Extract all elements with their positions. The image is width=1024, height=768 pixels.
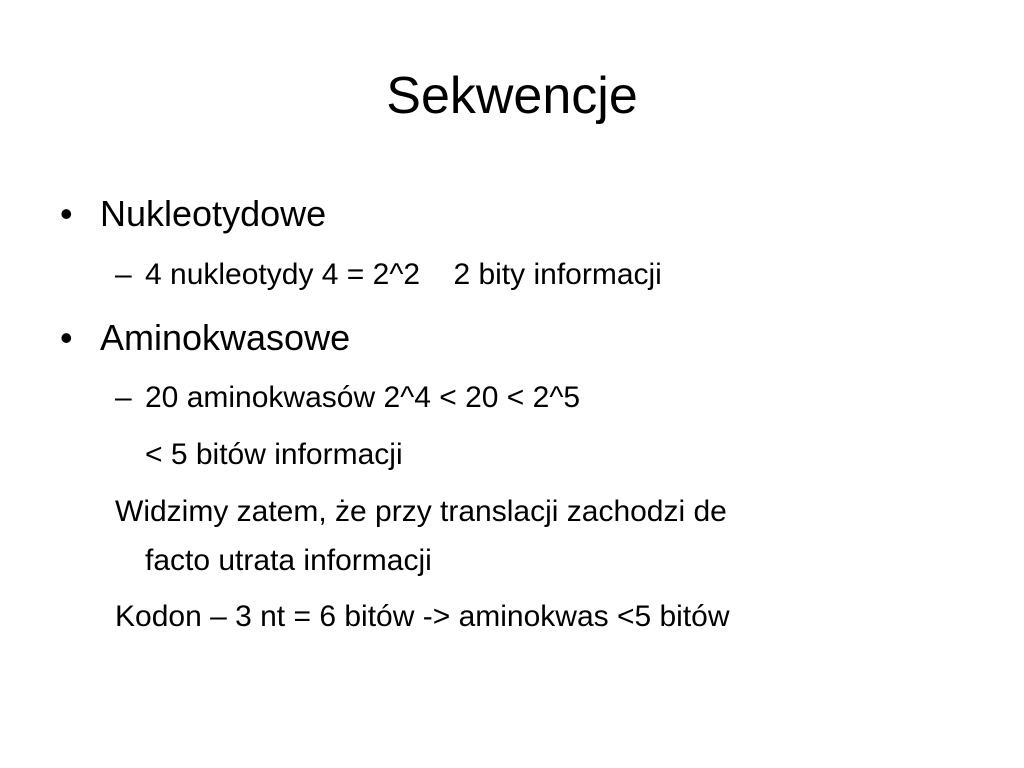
dash-icon: – xyxy=(115,258,132,291)
slide-title: Sekwencje xyxy=(386,67,638,125)
sub-item-aminokwasy: 20 aminokwasów 2^4 < 20 < 2^5 xyxy=(145,381,581,414)
paragraph-translation-line1: Widzimy zatem, że przy translacji zachodzi de xyxy=(115,495,727,528)
paragraph-translation-line2: facto utrata informacji xyxy=(145,544,432,577)
dash-icon: – xyxy=(115,381,132,414)
bullet-icon: • xyxy=(60,317,73,358)
bullet-item-nukleotydowe: Nukleotydowe xyxy=(100,193,327,234)
paragraph-codon: Kodon – 3 nt = 6 bitów -> aminokwas <5 bitów xyxy=(115,600,730,633)
bullet-item-aminokwasowe: Aminokwasowe xyxy=(100,317,351,358)
sub-item-nukleotydy: 4 nukleotydy 4 = 2^2 2 bity informacji xyxy=(145,258,662,291)
sub-item-aminokwasy-continuation: < 5 bitów informacji xyxy=(145,438,403,471)
bullet-icon: • xyxy=(60,193,73,234)
